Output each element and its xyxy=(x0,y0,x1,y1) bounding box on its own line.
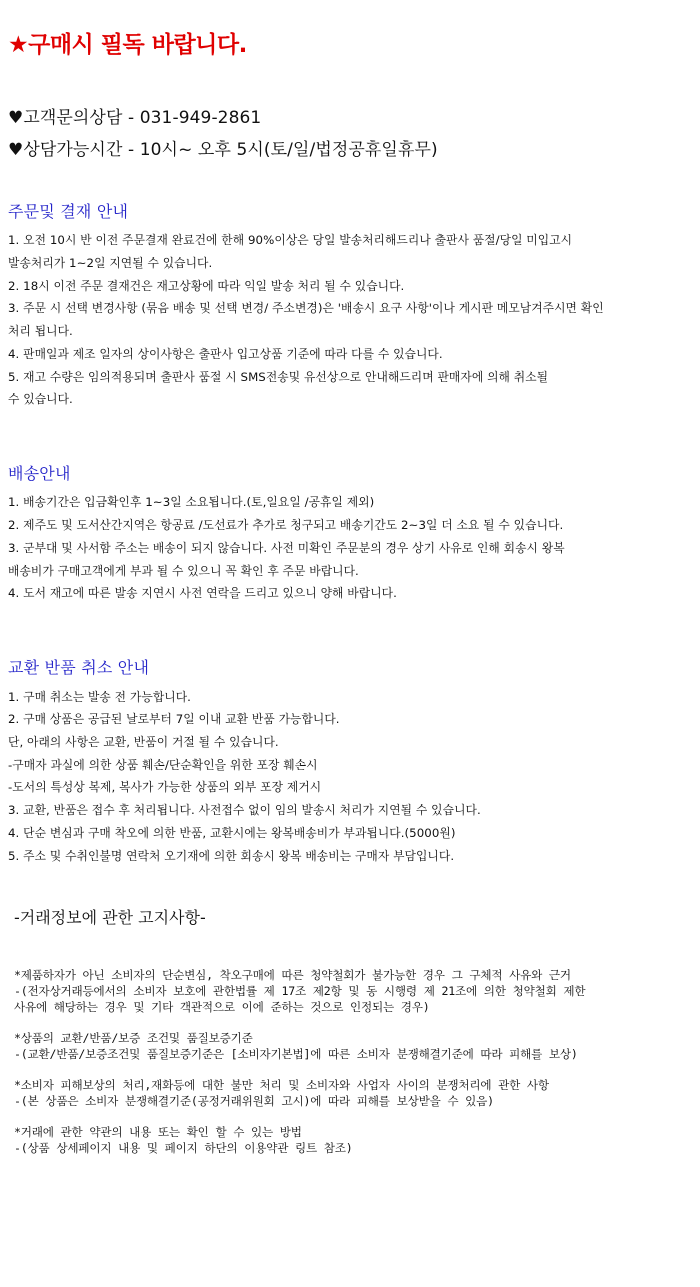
legal-line: -(상품 상세페이지 내용 및 페이지 하단의 이용약관 링트 참조) xyxy=(14,1141,353,1155)
exchange-line: -도서의 특성상 복제, 복사가 가능한 상품의 외부 포장 제거시 xyxy=(8,780,322,794)
shipping-line: 4. 도서 재고에 따른 발송 지연시 사전 연락을 드리고 있으니 양해 바랍니다. xyxy=(8,586,397,600)
exchange-line: 1. 구매 취소는 발송 전 가능합니다. xyxy=(8,690,191,704)
legal-line: -(교환/반품/보증조건및 품질보증기준은 [소비자기본법]에 따른 소비자 분쟁해결기준에 따라 피해를 보상) xyxy=(14,1047,578,1061)
order-line: 5. 재고 수량은 임의적용되며 출판사 품절 시 SMS전송및 유선상으로 안내해드리며 판매자에 의해 취소될 xyxy=(8,370,549,384)
contact-hours: ♥상담가능시간 - 10시~ 오후 5시(토/일/법정공휴일휴무) xyxy=(8,140,438,160)
shipping-line: 3. 군부대 및 사서함 주소는 배송이 되지 않습니다. 사전 미확인 주문분의 경우 상기 사유로 인해 회송시 왕복 xyxy=(8,541,565,555)
order-line: 처리 됩니다. xyxy=(8,324,73,338)
legal-line: *소비자 피해보상의 처리,재화등에 대한 불만 처리 및 소비자와 사업자 사이의 분쟁처리에 관한 사항 xyxy=(14,1078,549,1092)
notice-heading: ★구매시 필독 바랍니다. xyxy=(8,32,247,58)
legal-line: 사유에 해당하는 경우 및 기타 객관적으로 이에 준하는 것으로 인정되는 경우) xyxy=(14,1000,430,1014)
shipping-line: 배송비가 구매고객에게 부과 될 수 있으니 꼭 확인 후 주문 바랍니다. xyxy=(8,564,359,578)
order-section-title: 주문및 결재 안내 xyxy=(8,202,129,221)
exchange-line: 2. 구매 상품은 공급된 날로부터 7일 이내 교환 반품 가능합니다. xyxy=(8,712,340,726)
exchange-line: 단, 아래의 사항은 교환, 반품이 거절 될 수 있습니다. xyxy=(8,735,279,749)
exchange-line: 5. 주소 및 수취인불명 연락처 오기재에 의한 회송시 왕복 배송비는 구매자 부담입니다. xyxy=(8,849,455,863)
legal-line: -(본 상품은 소비자 분쟁해결기준(공정거래위원회 고시)에 따라 피해를 보상받을 수 있음) xyxy=(14,1094,494,1108)
order-line: 1. 오전 10시 반 이전 주문결재 완료건에 한해 90%이상은 당일 발송처리해드리나 출판사 품절/당일 미입고시 xyxy=(8,233,573,247)
shipping-section-title: 배송안내 xyxy=(8,464,71,483)
legal-line: *거래에 관한 약관의 내용 또는 확인 할 수 있는 방법 xyxy=(14,1125,302,1139)
exchange-line: -구매자 과실에 의한 상품 훼손/단순확인을 위한 포장 훼손시 xyxy=(8,758,318,772)
order-line: 3. 주문 시 선택 변경사항 (묶음 배송 및 선택 변경/ 주소변경)은 '배송시 요구 사항'이나 게시판 메모남겨주시면 확인 xyxy=(8,301,604,315)
order-line: 수 있습니다. xyxy=(8,392,73,406)
legal-notice-title: -거래정보에 관한 고지사항- xyxy=(14,908,206,927)
order-line: 발송처리가 1~2일 지연될 수 있습니다. xyxy=(8,256,213,270)
legal-line: -(전자상거래등에서의 소비자 보호에 관한법률 제 17조 제2항 및 동 시행령 제 21조에 의한 청약철회 제한 xyxy=(14,984,586,998)
order-line: 4. 판매일과 제조 일자의 상이사항은 출판사 입고상품 기준에 따라 다를 수 있습니다. xyxy=(8,347,443,361)
exchange-line: 3. 교환, 반품은 접수 후 처리됩니다. 사전접수 없이 임의 발송시 처리가 지연될 수 있습니다. xyxy=(8,803,481,817)
contact-phone: ♥고객문의상담 - 031-949-2861 xyxy=(8,108,262,128)
legal-line: *상품의 교환/반품/보증 조건및 품질보증기준 xyxy=(14,1031,253,1045)
exchange-section-title: 교환 반품 취소 안내 xyxy=(8,658,150,677)
shipping-line: 1. 배송기간은 입금확인후 1~3일 소요됩니다.(토,일요일 /공휴일 제외) xyxy=(8,495,375,509)
legal-line: *제품하자가 아닌 소비자의 단순변심, 착오구매에 따른 청약철회가 불가능한 경우 그 구체적 사유와 근거 xyxy=(14,968,571,982)
order-line: 2. 18시 이전 주문 결재건은 재고상황에 따라 익일 발송 처리 될 수 있습니다. xyxy=(8,279,405,293)
shipping-line: 2. 제주도 및 도서산간지역은 항공료 /도선료가 추가로 청구되고 배송기간도 2~3일 더 소요 될 수 있습니다. xyxy=(8,518,564,532)
exchange-line: 4. 단순 변심과 구매 착오에 의한 반품, 교환시에는 왕복배송비가 부과됩니다.(5000원) xyxy=(8,826,456,840)
